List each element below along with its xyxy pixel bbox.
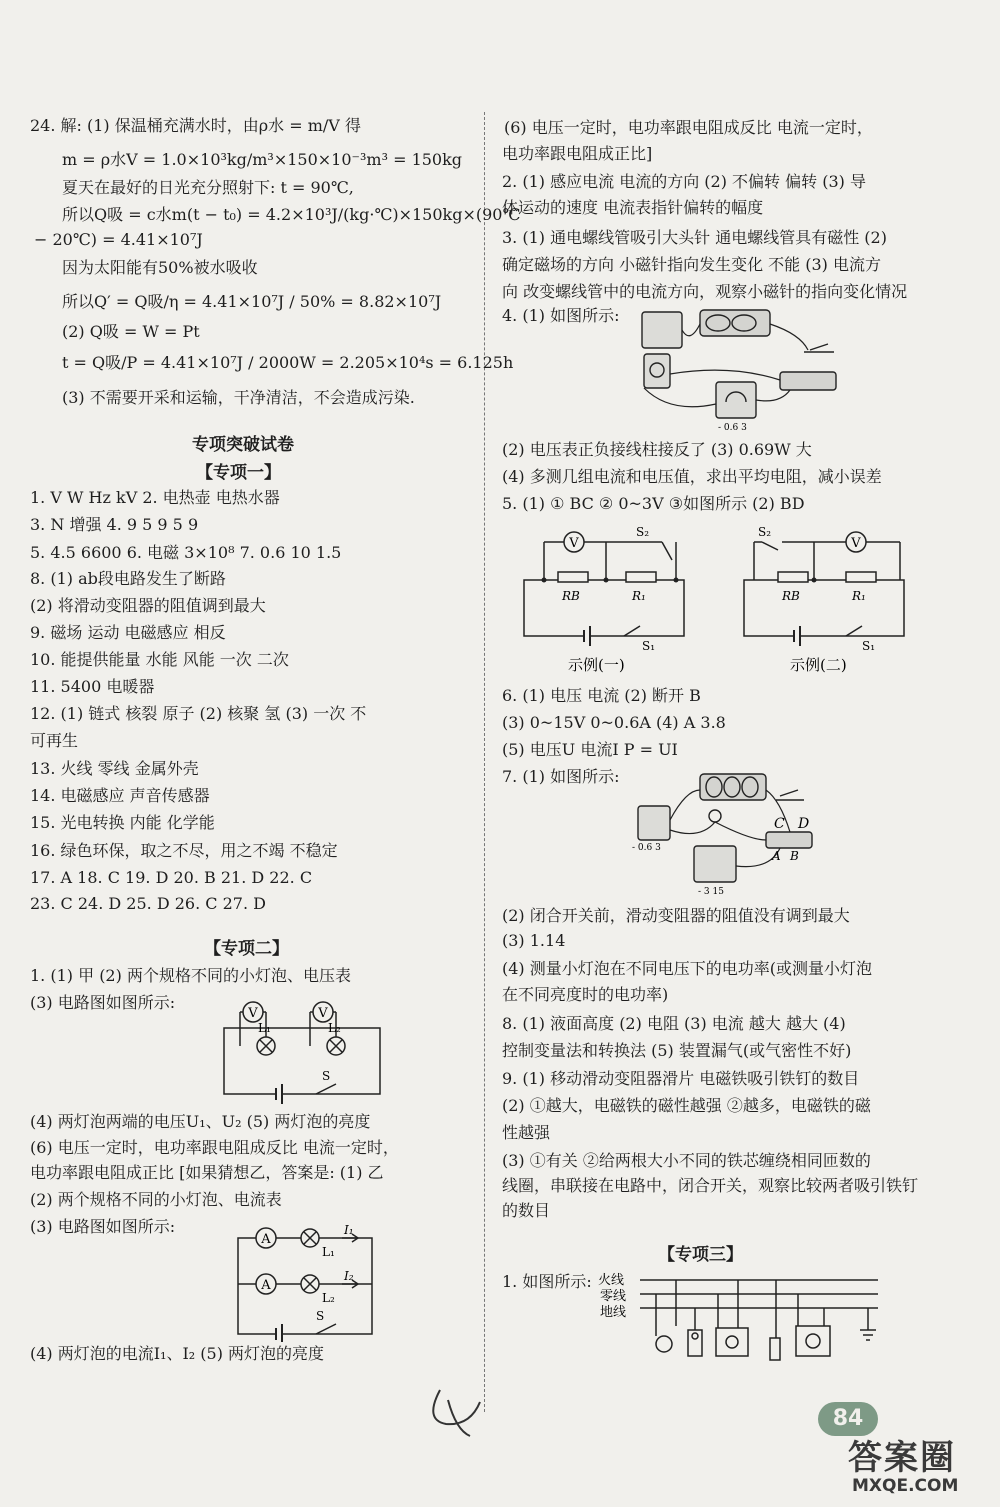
ground-symbol: [860, 1308, 876, 1340]
ammeter-icon: [638, 806, 670, 840]
s2-line: 电功率跟电阻成正比 [如果猜想乙，答案是: (1) 乙: [30, 1163, 384, 1182]
voltmeter-icon: [642, 312, 682, 348]
neutral-wire-label: 零线: [600, 1289, 627, 1304]
circuit-example-1: [514, 520, 714, 680]
lamp2-label: L₂: [328, 1021, 341, 1035]
voltmeter1-label: V: [248, 1006, 258, 1021]
s1-line: 3. N 增强 4. 9 5 9 5 9: [30, 515, 199, 534]
resistor-rb: [558, 572, 588, 582]
q24-line9: t = Q吸/P = 4.41×10⁷J / 2000W = 2.205×10⁴s = 6.125h: [62, 353, 514, 372]
circuit-loop: [524, 580, 684, 636]
s1-line: 13. 火线 零线 金属外壳: [30, 759, 199, 778]
s2-label: S₂: [758, 525, 772, 539]
voltmeter2-icon: [716, 382, 756, 418]
column-divider: [484, 112, 485, 1412]
fuse-icon: [770, 1338, 780, 1360]
s1-line: 15. 光电转换 内能 化学能: [30, 813, 215, 832]
r-line: 3. (1) 通电螺线管吸引大头针 通电螺线管具有磁性 (2): [502, 228, 887, 247]
s2-line: 1. (1) 甲 (2) 两个规格不同的小灯泡、电压表: [30, 966, 351, 985]
voltmeter2-label: V: [318, 1006, 328, 1021]
q24-line7: 所以Q′ = Q吸/η = 4.41×10⁷J / 50% = 8.82×10⁷J: [62, 292, 442, 311]
s2-header: 【专项二】: [204, 939, 289, 959]
r-line: 线圈，串联接在电路中，闭合开关，观察比较两者吸引铁钉: [502, 1176, 919, 1195]
r-line: 9. (1) 移动滑动变阻器滑片 电磁铁吸引铁钉的数目: [502, 1069, 860, 1088]
s1-line: 14. 电磁感应 声音传感器: [30, 786, 210, 805]
example1-label: 示例(一): [568, 656, 625, 674]
switch-label: S: [316, 1309, 325, 1323]
s1-line: 16. 绿色环保，取之不尽，用之不竭 不稳定: [30, 841, 338, 860]
bulb-icon: [709, 810, 721, 822]
example2-label: 示例(二): [790, 656, 847, 674]
resistor-r1: [846, 572, 876, 582]
current-label-2: I₂: [344, 1269, 354, 1283]
s2-line: (4) 两灯泡两端的电压U₁、U₂ (5) 两灯泡的亮度: [30, 1112, 371, 1131]
wiring-diagram-q7: [630, 770, 830, 900]
r-line: 4. (1) 如图所示:: [502, 306, 620, 325]
r-line: (2) 电压表正负接线柱接反了 (3) 0.69W 大: [502, 440, 812, 459]
voltmeter-scale: - 3 15: [698, 887, 724, 897]
q24-line5: − 20℃) = 4.41×10⁷J: [34, 230, 203, 249]
circuit-diagram-voltmeters: [218, 994, 388, 1104]
r-line: (6) 电压一定时，电功率跟电阻成反比 电流一定时，: [504, 118, 873, 137]
switch-label: S: [322, 1069, 331, 1083]
r-line: (3) 1.14: [502, 931, 566, 950]
r-line: 7. (1) 如图所示:: [502, 767, 620, 786]
q24-line6: 因为太阳能有50%被水吸收: [62, 258, 258, 277]
r-line: 1. 如图所示:: [502, 1272, 592, 1291]
rb-label: RB: [562, 589, 580, 603]
voltmeter-label: V: [569, 536, 579, 551]
watermark-url: MXQE.COM: [852, 1476, 959, 1496]
r-line: (4) 多测几组电流和电压值，求出平均电阻，减小误差: [502, 467, 882, 486]
ground-wire-label: 地线: [600, 1305, 627, 1320]
rheostat-icon: [780, 372, 836, 390]
q24-line4: 所以Q吸 = c水m(t − t₀) = 4.2×10³J/(kg·℃)×150kg×(90℃: [62, 205, 521, 224]
r1-label: R₁: [852, 589, 866, 603]
s1-label: S₁: [862, 639, 876, 653]
s1-line: 5. 4.5 6600 6. 电磁 3×10⁸ 7. 0.6 10 1.5: [30, 543, 342, 562]
s1-header: 【专项一】: [196, 463, 281, 483]
circuit-diagram-ammeters: [232, 1222, 382, 1342]
resistor-r1: [626, 572, 656, 582]
r-line: 性越强: [502, 1123, 551, 1142]
switch-icon: [316, 1324, 336, 1334]
pen-scribble: [420, 1380, 510, 1440]
circuit-example-2: [734, 520, 934, 680]
s1-line: 23. C 24. D 25. D 26. C 27. D: [30, 894, 266, 913]
s2-line: (3) 电路图如图所示:: [30, 993, 176, 1012]
s1-line: 11. 5400 电暖器: [30, 677, 155, 696]
s1-line: 1. V W Hz kV 2. 电热壶 电热水器: [30, 488, 280, 507]
s1-label: S₁: [642, 639, 656, 653]
section-title: 专项突破试卷: [192, 435, 294, 455]
switch-icon: [688, 1330, 702, 1356]
current-label-1: I₁: [344, 1223, 354, 1237]
s1-line: 8. (1) ab段电路发生了断路: [30, 569, 226, 588]
terminal-d: D: [798, 816, 810, 832]
terminal-a: A: [772, 849, 781, 863]
s2-line: (2) 两个规格不同的小灯泡、电流表: [30, 1190, 282, 1209]
battery-pack-icon: [700, 310, 770, 336]
lamp1-label: L₁: [258, 1021, 271, 1035]
r-line: 8. (1) 液面高度 (2) 电阻 (3) 电流 越大 越大 (4): [502, 1014, 846, 1033]
r-line: 确定磁场的方向 小磁针指向发生变化 不能 (3) 电流方: [502, 255, 882, 274]
switch-s1-icon: [846, 626, 862, 636]
switch-icon: [776, 790, 804, 800]
rb-label: RB: [782, 589, 800, 603]
s1-line: 17. A 18. C 19. D 20. B 21. D 22. C: [30, 868, 313, 887]
r-line: (2) 闭合开关前，滑动变阻器的阻值没有调到最大: [502, 906, 850, 925]
circuit-outer-wire: [224, 1028, 380, 1094]
s2-line: (4) 两灯泡的电流I₁、I₂ (5) 两灯泡的亮度: [30, 1344, 325, 1363]
lamp2-label: L₂: [322, 1291, 335, 1305]
r-line: (2) ①越大，电磁铁的磁性越强 ②越多，电磁铁的磁: [502, 1096, 871, 1115]
q24-line10: (3) 不需要开采和运输，干净清洁，不会造成污染.: [62, 388, 415, 407]
terminal-c: C: [774, 816, 785, 832]
r-line: 的数目: [502, 1201, 551, 1220]
switch-icon: [804, 344, 834, 352]
s1-line: (2) 将滑动变阻器的阻值调到最大: [30, 596, 266, 615]
s2-line: (6) 电压一定时，电功率跟电阻成反比 电流一定时，: [30, 1138, 399, 1157]
household-wiring-diagram: [598, 1266, 898, 1376]
r-line: 5. (1) ① BC ② 0~3V ③如图所示 (2) BD: [502, 494, 805, 513]
r-line: 向 改变螺线管中的电流方向，观察小磁针的指向变化情况: [502, 282, 908, 301]
voltmeter-label: V: [851, 536, 861, 551]
switch-s1-icon: [624, 626, 640, 636]
lamp1-label: L₁: [322, 1245, 335, 1259]
wiring-diagram-q4: [630, 304, 860, 434]
terminal-b: B: [790, 849, 799, 863]
r-line: 体运动的速度 电流表指针偏转的幅度: [502, 198, 764, 217]
ammeter-scale: - 0.6 3: [632, 843, 661, 853]
rheostat-icon: [766, 832, 812, 848]
live-wire-label: 火线: [598, 1273, 625, 1288]
r-line: 6. (1) 电压 电流 (2) 断开 B: [502, 686, 701, 705]
switch-icon: [316, 1084, 336, 1094]
s1-line: 可再生: [30, 731, 79, 750]
s2-line: (3) 电路图如图所示:: [30, 1217, 176, 1236]
q24-line2: m = ρ水V = 1.0×10³kg/m³×150×10⁻³m³ = 150kg: [62, 150, 463, 169]
s1-line: 12. (1) 链式 核裂 原子 (2) 核聚 氢 (3) 一次 不: [30, 704, 367, 723]
r-line: 电功率跟电阻成正比]: [502, 144, 653, 163]
lamp-icon: [656, 1336, 672, 1352]
q24-line3: 夏天在最好的日光充分照射下: t = 90℃,: [62, 178, 354, 197]
s3-header: 【专项三】: [658, 1245, 743, 1265]
wires: [754, 542, 900, 580]
ammeter-icon: [644, 354, 670, 388]
ammeter2-label: A: [261, 1278, 271, 1293]
r-line: 控制变量法和转换法 (5) 装置漏气(或气密性不好): [502, 1041, 852, 1060]
r-line: (3) ①有关 ②给两根大小不同的铁芯缠绕相同匝数的: [502, 1151, 871, 1170]
watermark-text: 答案圈: [848, 1438, 956, 1478]
socket1-icon: [716, 1328, 748, 1356]
page-number: 84: [818, 1402, 878, 1436]
socket2-icon: [796, 1326, 830, 1356]
r-line: (5) 电压U 电流I P = UI: [502, 740, 678, 759]
r1-label: R₁: [632, 589, 646, 603]
s1-line: 9. 磁场 运动 电磁感应 相反: [30, 623, 226, 642]
r-line: 在不同亮度时的电功率): [502, 985, 669, 1004]
voltmeter-icon: [694, 846, 736, 882]
q24-line8: (2) Q吸 = W = Pt: [62, 322, 200, 341]
q24-line1: 24. 解: (1) 保温桶充满水时，由ρ水 = m/V 得: [30, 116, 361, 135]
ammeter-scale: - 0.6 3: [718, 423, 747, 433]
r-line: (3) 0~15V 0~0.6A (4) A 3.8: [502, 713, 726, 732]
r-line: (4) 测量小灯泡在不同电压下的电功率(或测量小灯泡: [502, 959, 872, 978]
s1-line: 10. 能提供能量 水能 风能 一次 二次: [30, 650, 289, 669]
watermark-logo: [848, 1430, 988, 1502]
r-line: 2. (1) 感应电流 电流的方向 (2) 不偏转 偏转 (3) 导: [502, 172, 866, 191]
ammeter1-label: A: [261, 1232, 271, 1247]
circuit-loop: [744, 580, 904, 636]
s2-label: S₂: [636, 525, 650, 539]
resistor-rb: [778, 572, 808, 582]
